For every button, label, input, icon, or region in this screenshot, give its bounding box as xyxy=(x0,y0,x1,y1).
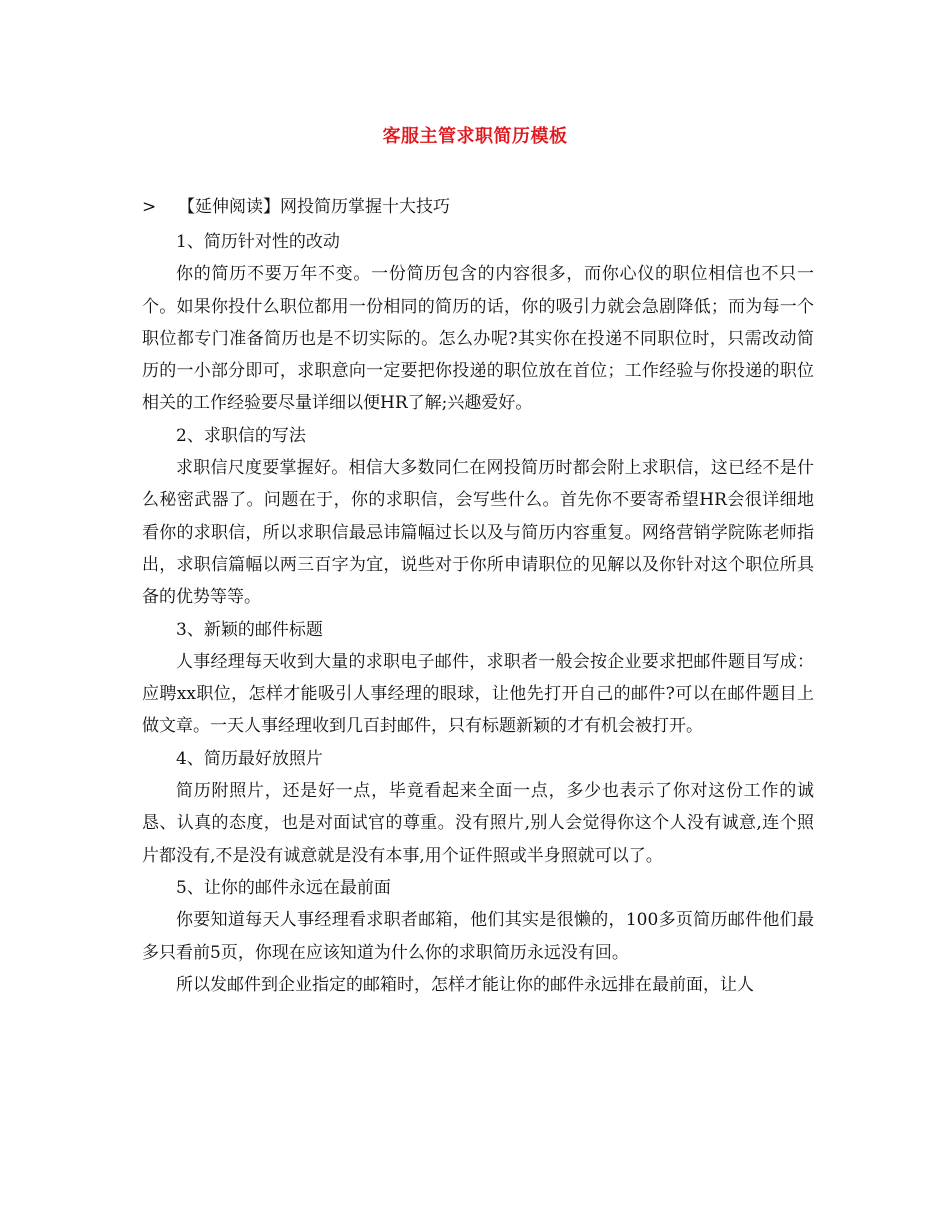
section-heading-4: 4、简历最好放照片 xyxy=(176,748,323,769)
page-title: 客服主管求职简历模板 xyxy=(382,126,568,147)
section-heading-3: 3、新颖的邮件标题 xyxy=(176,619,323,640)
lead-text: 【延伸阅读】网投简历掌握十大技巧 xyxy=(178,197,450,217)
paragraph-2: 求职信尺度要掌握好。相信大多数同仁在网投简历时都会附上求职信，这已经不是什么秘密武器了。问题在于，你的求职信，会写些什么。首先你不要寄希望HR会很详细地看你的求职信，所以求职信最忌讳篇幅过长以及与简历内容重复。网络营销学院陈老师指出，求职信篇幅以两三百字为宜，说些对于你所申请职位的见解以及你针对这个职位所具备的优势等等。 xyxy=(142,458,814,608)
section-heading-5: 5、让你的邮件永远在最前面 xyxy=(176,877,391,898)
document-body xyxy=(142,226,814,1001)
paragraph-5: 你要知道每天人事经理看求职者邮箱，他们其实是很懒的，100多页简历邮件他们最多只看前5页，你现在应该知道为什么你的求职简历永远没有回。 xyxy=(142,910,814,963)
paragraph-3: 人事经理每天收到大量的求职电子邮件，求职者一般会按企业要求把邮件题目写成：应聘xx职位，怎样才能吸引人事经理的眼球，让他先打开自己的邮件?可以在邮件题目上做文章。一天人事经理收到几百封邮件，只有标题新颖的才有机会被打开。 xyxy=(142,651,814,737)
section-heading-1: 1、简历针对性的改动 xyxy=(176,232,340,252)
paragraph-4: 简历附照片，还是好一点，毕竟看起来全面一点，多少也表示了你对这份工作的诚恳、认真的态度，也是对面试官的尊重。没有照片,别人会觉得你这个人没有诚意,连个照片都没有,不是没有诚意就是没有本事,用个证件照或半身照就可以了。 xyxy=(142,781,814,866)
paragraph-6: 所以发邮件到企业指定的邮箱时，怎样才能让你的邮件永远排在最前面，让人 xyxy=(176,974,754,995)
bullet-arrow-icon: > xyxy=(142,197,157,217)
lead-line xyxy=(142,195,450,219)
paragraph-1: 你的简历不要万年不变。一份简历包含的内容很多，而你心仪的职位相信也不只一个。如果你投什么职位都用一份相同的简历的话，你的吸引力就会急剧降低；而为每一个职位都专门准备简历也是不切实际的。怎么办呢?其实你在投递不同职位时，只需改动简历的一小部分即可，求职意向一定要把你投递的职位放在首位；工作经验与你投递的职位相关的工作经验要尽量详细以便HR了解;兴趣爱好。 xyxy=(142,264,814,414)
section-heading-2: 2、求职信的写法 xyxy=(176,425,306,446)
